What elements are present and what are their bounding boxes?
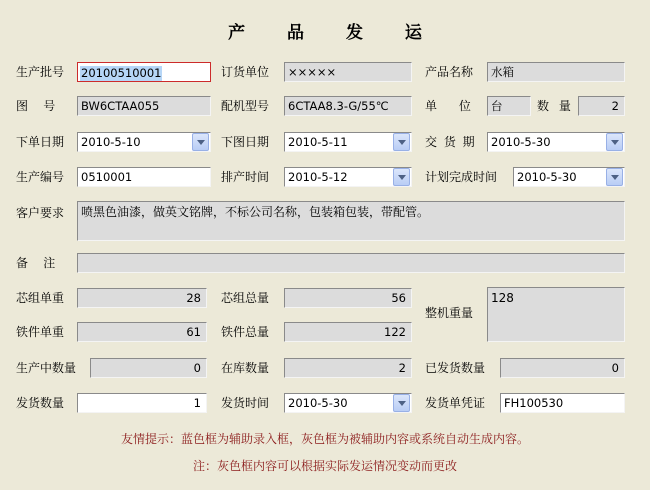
core-total-label: 芯组总量	[221, 291, 270, 305]
order-unit-field[interactable]: ×××××	[284, 62, 412, 82]
chevron-down-icon[interactable]	[393, 133, 410, 151]
requirements-label: 客户要求	[16, 206, 65, 220]
schedule-label: 排产时间	[221, 170, 270, 184]
iron-total-field[interactable]: 122	[284, 322, 412, 342]
batch-label: 生产批号	[16, 65, 65, 79]
product-name-field[interactable]: 水箱	[487, 62, 625, 82]
batch-input-text: 20100510001	[81, 66, 162, 80]
chevron-down-icon[interactable]	[606, 133, 623, 151]
qty-field[interactable]: 2	[578, 96, 625, 116]
drawing-label: 图 号	[16, 99, 56, 113]
ship-time-input[interactable]: 2010-5-30	[284, 393, 412, 413]
voucher-input[interactable]: FH100530	[500, 393, 625, 413]
drawing-date-label: 下图日期	[221, 135, 270, 149]
in-prod-label: 生产中数量	[16, 361, 77, 375]
voucher-label: 发货单凭证	[425, 396, 486, 410]
stock-label: 在库数量	[221, 361, 270, 375]
core-unit-field[interactable]: 28	[77, 288, 207, 308]
qty-label: 数 量	[537, 99, 571, 113]
prod-no-input[interactable]: 0510001	[77, 167, 211, 187]
ship-qty-label: 发货数量	[16, 396, 65, 410]
delivery-label: 交 货 期	[425, 135, 475, 149]
batch-input[interactable]	[77, 62, 211, 82]
chevron-down-icon[interactable]	[393, 394, 410, 412]
ship-qty-input[interactable]: 1	[77, 393, 207, 413]
engine-field[interactable]: 6CTAA8.3-G/55℃	[284, 96, 412, 116]
order-date-combo[interactable]	[77, 132, 211, 152]
delivery-input[interactable]: 2010-5-30	[487, 132, 625, 152]
chevron-down-icon[interactable]	[192, 133, 209, 151]
shipped-label: 已发货数量	[425, 361, 486, 375]
drawing-date-input[interactable]: 2010-5-11	[284, 132, 412, 152]
schedule-input[interactable]: 2010-5-12	[284, 167, 412, 187]
whole-weight-label: 整机重量	[425, 306, 474, 320]
stock-field[interactable]: 2	[284, 358, 412, 378]
hint-line-2: 注：灰色框内容可以根据实际发运情况变动而更改	[192, 459, 457, 473]
core-unit-label: 芯组单重	[16, 291, 65, 305]
iron-total-label: 铁件总量	[221, 325, 270, 339]
ship-time-label: 发货时间	[221, 396, 270, 410]
plan-done-label: 计划完成时间	[425, 170, 498, 184]
drawing-date-combo[interactable]	[284, 132, 412, 152]
page-title: 产 品 发 运	[228, 23, 440, 43]
order-date-input[interactable]: 2010-5-10	[77, 132, 211, 152]
iron-unit-field[interactable]: 61	[77, 322, 207, 342]
schedule-combo[interactable]	[284, 167, 412, 187]
prod-no-label: 生产编号	[16, 170, 65, 184]
engine-label: 配机型号	[221, 99, 270, 113]
delivery-combo[interactable]	[487, 132, 625, 152]
hint-line-1: 友情提示：蓝色框为辅助录入框，灰色框为被辅助内容或系统自动生成内容。	[120, 432, 529, 446]
core-total-field[interactable]: 56	[284, 288, 412, 308]
unit-label: 单 位	[425, 99, 471, 113]
plan-done-combo[interactable]	[513, 167, 625, 187]
ship-time-combo[interactable]	[284, 393, 412, 413]
iron-unit-label: 铁件单重	[16, 325, 65, 339]
remarks-field[interactable]	[77, 253, 625, 273]
in-prod-field[interactable]: 0	[90, 358, 207, 378]
unit-field[interactable]: 台	[487, 96, 531, 116]
shipped-field[interactable]: 0	[500, 358, 625, 378]
whole-weight-field[interactable]: 128	[487, 287, 625, 342]
product-name-label: 产品名称	[425, 65, 474, 79]
order-date-label: 下单日期	[16, 135, 65, 149]
chevron-down-icon[interactable]	[606, 168, 623, 186]
remarks-label: 备 注	[16, 256, 56, 270]
chevron-down-icon[interactable]	[393, 168, 410, 186]
drawing-field[interactable]: BW6CTAA055	[77, 96, 211, 116]
plan-done-input[interactable]: 2010-5-30	[513, 167, 625, 187]
order-unit-label: 订货单位	[221, 65, 270, 79]
requirements-field[interactable]: 喷黑色油漆，做英文铭牌，不标公司名称，包装箱包装，带配管。	[77, 201, 625, 241]
